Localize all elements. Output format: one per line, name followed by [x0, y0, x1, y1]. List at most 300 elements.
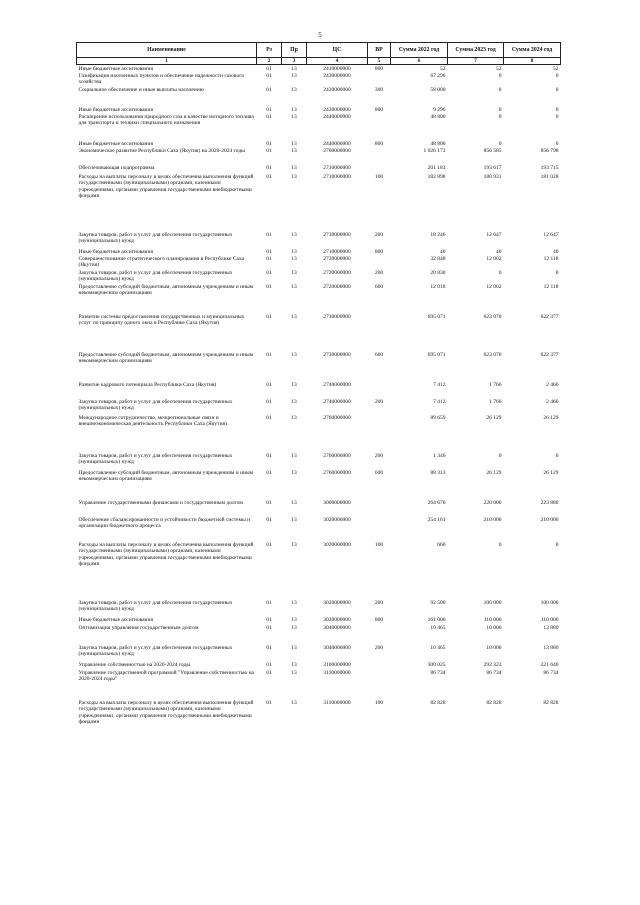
row-rz: 01	[266, 231, 272, 238]
row-vr	[368, 669, 391, 699]
row-sum-2023: 1 766	[489, 398, 502, 405]
row-cs: 2720000000	[323, 269, 351, 276]
row-cs: 3040000000	[323, 644, 351, 651]
row-cs: 2700000000	[323, 147, 351, 154]
row-name: Предоставление субсидий бюджетным, автономным учреждениям и иным некоммерческим организациям	[78, 351, 254, 365]
row-sum-2022: 300 025	[427, 661, 446, 668]
column-number: 5	[368, 58, 391, 65]
table-row	[77, 414, 561, 452]
row-sum-2022: 1 346	[433, 452, 446, 459]
row-name: Закупка товаров, работ и услуг для обеспечения государственных (муниципальных) нужд	[78, 644, 233, 658]
row-vr	[368, 624, 391, 644]
row-sum-2022: 86 734	[430, 669, 446, 676]
table-row	[77, 452, 561, 469]
row-vr: 200	[374, 398, 384, 405]
row-sum-2022: 660	[437, 541, 446, 548]
row-cs: 3110000000	[323, 669, 351, 676]
row-sum-2023: 86 734	[486, 669, 502, 676]
row-vr: 800	[374, 248, 384, 255]
row-vr	[368, 313, 391, 351]
row-rz: 01	[266, 283, 272, 290]
table-row	[77, 624, 561, 644]
row-sum-2024: 26 129	[543, 414, 559, 421]
row-sum-2023: 52	[496, 65, 502, 72]
row-name: Газификация населенных пунктов и обеспечение надежности газового хозяйства	[78, 72, 245, 86]
header-rz: Рз	[257, 43, 282, 58]
row-pr: 13	[291, 381, 297, 388]
row-vr: 600	[374, 469, 384, 476]
row-sum-2023: 220 000	[483, 499, 502, 506]
row-vr: 100	[374, 699, 384, 706]
row-pr: 13	[291, 164, 297, 171]
row-pr: 13	[291, 616, 297, 623]
header-sum-2023: Сумма 2023 год	[448, 43, 504, 58]
row-sum-2023: 0	[498, 86, 502, 93]
row-rz: 01	[266, 72, 272, 79]
row-name: Иные бюджетные ассигнования	[78, 616, 153, 623]
row-pr: 13	[291, 173, 297, 180]
budget-table	[76, 42, 561, 747]
table-row	[77, 231, 561, 248]
row-sum-2024: 0	[555, 452, 559, 459]
row-sum-2022: 10 465	[430, 644, 446, 651]
row-vr: 300	[374, 86, 384, 93]
table-row	[77, 516, 561, 541]
row-cs: 3020000000	[323, 616, 351, 623]
row-vr	[368, 164, 391, 173]
table-row	[77, 72, 561, 86]
row-name: Расходы на выплаты персоналу в целях обеспечения выполнения функций государственными (муниципальными) органами, казенными учреждениями, органами управления государственными внебюджетными фондами	[78, 699, 254, 726]
row-sum-2024: 0	[555, 86, 559, 93]
row-cs: 2410000000	[323, 65, 351, 72]
row-cs: 3020000000	[323, 599, 351, 606]
table-row	[77, 499, 561, 516]
row-name: Закупка товаров, работ и услуг для обеспечения государственных (муниципальных) нужд	[78, 599, 233, 613]
row-name: Оптимизация управления государственным долгом	[78, 624, 199, 631]
table-row	[77, 469, 561, 499]
table-row	[77, 248, 561, 255]
table-row	[77, 699, 561, 747]
row-pr: 13	[291, 624, 297, 631]
row-sum-2023: 856 585	[483, 147, 502, 154]
row-sum-2023: 623 070	[483, 313, 502, 320]
row-sum-2024: 40	[553, 248, 559, 255]
table-row	[77, 351, 561, 381]
row-cs: 2730000000	[323, 351, 351, 358]
row-rz: 01	[266, 381, 272, 388]
row-rz: 01	[266, 106, 272, 113]
row-vr	[368, 499, 391, 516]
row-sum-2022: 7 412	[433, 398, 446, 405]
row-sum-2023: 0	[498, 269, 502, 276]
row-rz: 01	[266, 248, 272, 255]
row-pr: 13	[291, 541, 297, 548]
row-sum-2022: 161 000	[427, 616, 446, 623]
row-sum-2024: 2 460	[546, 381, 559, 388]
column-number: 4	[307, 58, 368, 65]
row-name: Управление собственностью на 2020-2024 годы	[78, 661, 191, 668]
column-number: 6	[391, 58, 448, 65]
row-sum-2023: 193 617	[483, 164, 502, 171]
row-sum-2023: 180 931	[483, 173, 502, 180]
row-sum-2024: 86 734	[543, 669, 559, 676]
row-sum-2024: 622 377	[540, 313, 559, 320]
row-name: Развитие кадрового потенциала Республики Саха (Якутия)	[78, 381, 217, 388]
row-sum-2023: 210 000	[483, 516, 502, 523]
row-cs: 2440000000	[323, 140, 351, 147]
row-cs: 3020000000	[323, 541, 351, 548]
row-sum-2024: 0	[555, 72, 559, 79]
row-pr: 13	[291, 414, 297, 421]
row-vr	[368, 414, 391, 452]
row-vr: 100	[374, 173, 384, 180]
row-sum-2024: 0	[555, 140, 559, 147]
table-row	[77, 173, 561, 231]
row-cs: 3100000000	[323, 661, 351, 668]
row-sum-2022: 12 018	[430, 283, 446, 290]
row-sum-2022: 695 071	[427, 351, 446, 358]
row-rz: 01	[266, 452, 272, 459]
row-sum-2023: 0	[498, 452, 502, 459]
row-vr	[368, 381, 391, 398]
row-name: Иные бюджетные ассигнования	[78, 65, 153, 72]
row-sum-2024: 0	[555, 541, 559, 548]
row-name: Управление государственными финансами и государственным долгом	[78, 499, 243, 506]
row-sum-2024: 110 000	[540, 616, 559, 623]
row-sum-2024: 0	[555, 113, 559, 120]
row-pr: 13	[291, 248, 297, 255]
row-rz: 01	[266, 469, 272, 476]
row-name: Расходы на выплаты персоналу в целях обеспечения выполнения функций государственными (муниципальными) органами, казенными учреждениями, органами управления государственными внебюджетными фондами	[78, 173, 254, 200]
row-sum-2024: 181 028	[540, 173, 559, 180]
row-pr: 13	[291, 231, 297, 238]
row-name: Иные бюджетные ассигнования	[78, 106, 153, 113]
row-name: Расходы на выплаты персоналу в целях обеспечения выполнения функций государственными (муниципальными) органами, казенными учреждениями, органами управления государственными внебюджетными фондами	[78, 541, 254, 568]
row-sum-2022: 201 183	[427, 164, 446, 171]
table-row	[77, 661, 561, 669]
row-sum-2023: 12 002	[486, 255, 502, 262]
row-sum-2023: 0	[498, 72, 502, 79]
row-rz: 01	[266, 699, 272, 706]
row-sum-2022: 82 828	[430, 699, 446, 706]
row-pr: 13	[291, 65, 297, 72]
row-pr: 13	[291, 351, 297, 358]
row-sum-2023: 0	[498, 113, 502, 120]
table-row	[77, 313, 561, 351]
row-sum-2024: 221 640	[540, 661, 559, 668]
row-sum-2022: 40	[440, 248, 446, 255]
row-cs: 2740000000	[323, 398, 351, 405]
row-pr: 13	[291, 72, 297, 79]
row-pr: 13	[291, 516, 297, 523]
row-name: Закупка товаров, работ и услуг для обеспечения государственных (муниципальных) нужд	[78, 398, 233, 412]
row-cs: 2740000000	[323, 381, 351, 388]
row-sum-2023: 292 323	[483, 661, 502, 668]
table-row	[77, 398, 561, 414]
row-cs: 2710000000	[323, 173, 351, 180]
row-sum-2023: 12 002	[486, 283, 502, 290]
row-sum-2022: 9 296	[433, 106, 446, 113]
table-row	[77, 669, 561, 699]
row-rz: 01	[266, 113, 272, 120]
row-sum-2022: 695 071	[427, 313, 446, 320]
column-number: 2	[257, 58, 282, 65]
row-pr: 13	[291, 661, 297, 668]
table-row	[77, 541, 561, 599]
row-vr	[368, 255, 391, 269]
row-vr	[368, 516, 391, 541]
row-sum-2024: 193 715	[540, 164, 559, 171]
row-sum-2024: 12 118	[543, 283, 559, 290]
row-pr: 13	[291, 269, 297, 276]
table-row	[77, 164, 561, 173]
row-cs: 3110000000	[323, 699, 351, 706]
row-sum-2023: 0	[498, 140, 502, 147]
row-vr: 200	[374, 269, 384, 276]
row-vr: 200	[374, 231, 384, 238]
row-sum-2022: 18 246	[430, 231, 446, 238]
row-pr: 13	[291, 599, 297, 606]
row-vr	[368, 113, 391, 140]
row-name: Обеспечение сбалансированности и устойчивости бюджетной системы и организации бюджетного процесса	[78, 516, 251, 530]
row-cs: 2730000000	[323, 313, 351, 320]
row-name: Обеспечивающая подпрограмма	[78, 164, 155, 171]
row-pr: 13	[291, 255, 297, 262]
column-number: 8	[504, 58, 561, 65]
row-sum-2022: 254 161	[427, 516, 446, 523]
row-sum-2024: 13 880	[543, 644, 559, 651]
row-name: Совершенствование стратегического планирования в Республике Саха (Якутия)	[78, 255, 245, 269]
row-rz: 01	[266, 616, 272, 623]
row-vr: 200	[374, 452, 384, 459]
table-row	[77, 113, 561, 140]
row-cs: 2710000000	[323, 248, 351, 255]
row-name: Предоставление субсидий бюджетным, автономным учреждениям и иным некоммерческим организациям	[78, 283, 254, 297]
row-cs: 3020000000	[323, 516, 351, 523]
row-name: Развитие системы предоставления государственных и муниципальных услуг по принципу одного окна в Республике Саха (Якутия)	[78, 313, 245, 327]
row-sum-2022: 58 000	[430, 86, 446, 93]
row-pr: 13	[291, 106, 297, 113]
table-row	[77, 140, 561, 147]
row-sum-2022: 10 465	[430, 624, 446, 631]
row-rz: 01	[266, 269, 272, 276]
table-row	[77, 147, 561, 164]
row-vr: 800	[374, 106, 384, 113]
row-rz: 01	[266, 499, 272, 506]
row-sum-2023: 82 828	[486, 699, 502, 706]
row-sum-2024: 26 129	[543, 469, 559, 476]
row-rz: 01	[266, 140, 272, 147]
row-sum-2023: 26 129	[486, 469, 502, 476]
row-vr: 600	[374, 283, 384, 290]
row-sum-2024: 52	[553, 65, 559, 72]
row-cs: 2720000000	[323, 283, 351, 290]
table-row	[77, 644, 561, 661]
row-cs: 2430000000	[323, 86, 351, 93]
row-pr: 13	[291, 398, 297, 405]
row-pr: 13	[291, 452, 297, 459]
row-pr: 13	[291, 469, 297, 476]
row-name: Закупка товаров, работ и услуг для обеспечения государственных (муниципальных) нужд	[78, 231, 233, 245]
row-sum-2024: 0	[555, 106, 559, 113]
table-row	[77, 106, 561, 113]
row-sum-2022: 264 676	[427, 499, 446, 506]
table-row	[77, 599, 561, 616]
row-sum-2023: 0	[498, 541, 502, 548]
table-row	[77, 269, 561, 283]
row-name: Закупка товаров, работ и услуг для обеспечения государственных (муниципальных) нужд	[78, 452, 233, 466]
row-sum-2023: 0	[498, 106, 502, 113]
row-rz: 01	[266, 86, 272, 93]
row-sum-2024: 2 460	[546, 398, 559, 405]
row-name: Иные бюджетные ассигнования	[78, 140, 153, 147]
row-sum-2024: 223 880	[540, 499, 559, 506]
header-name: Наименование	[77, 43, 257, 58]
table-row	[77, 86, 561, 106]
row-cs: 3040000000	[323, 624, 351, 631]
row-pr: 13	[291, 699, 297, 706]
row-cs: 3000000000	[323, 499, 351, 506]
page-number: 5	[318, 31, 322, 39]
row-name: Предоставление субсидий бюджетным, автономным учреждениям и иным некоммерческим организациям	[78, 469, 254, 483]
row-pr: 13	[291, 283, 297, 290]
row-sum-2023: 623 070	[483, 351, 502, 358]
row-sum-2022: 20 830	[430, 269, 446, 276]
row-rz: 01	[266, 173, 272, 180]
header-sum-2022: Сумма 2022 год	[391, 43, 448, 58]
row-rz: 01	[266, 414, 272, 421]
row-sum-2023: 1 766	[489, 381, 502, 388]
table-row	[77, 283, 561, 313]
row-sum-2024: 100 000	[540, 599, 559, 606]
row-name: Закупка товаров, работ и услуг для обеспечения государственных (муниципальных) нужд	[78, 269, 233, 283]
row-vr: 800	[374, 65, 384, 72]
row-sum-2022: 67 296	[430, 72, 446, 79]
row-rz: 01	[266, 147, 272, 154]
column-number: 7	[448, 58, 504, 65]
row-name: Международное сотрудничество, межрегиональные связи и внешнеэкономическая деятельность Республики Саха (Якутия)	[78, 414, 227, 428]
table-row	[77, 381, 561, 398]
table-row	[77, 255, 561, 269]
row-cs: 2760000000	[323, 452, 351, 459]
column-number: 3	[282, 58, 307, 65]
row-name: Расширение использования природного газа в качестве моторного топлива для транспорта и техники специального назначения	[78, 113, 254, 127]
row-pr: 13	[291, 140, 297, 147]
row-sum-2024: 210 000	[540, 516, 559, 523]
row-sum-2024: 12 647	[543, 231, 559, 238]
row-sum-2024: 856 798	[540, 147, 559, 154]
row-sum-2024: 0	[555, 269, 559, 276]
row-pr: 13	[291, 113, 297, 120]
row-sum-2022: 7 412	[433, 381, 446, 388]
table-row	[77, 65, 561, 72]
row-vr: 200	[374, 599, 384, 606]
row-rz: 01	[266, 644, 272, 651]
row-sum-2023: 110 000	[483, 616, 502, 623]
row-rz: 01	[266, 313, 272, 320]
row-sum-2023: 26 129	[486, 414, 502, 421]
row-sum-2023: 10 000	[486, 624, 502, 631]
row-pr: 13	[291, 313, 297, 320]
row-sum-2024: 13 880	[543, 624, 559, 631]
row-pr: 13	[291, 644, 297, 651]
row-sum-2023: 100 000	[483, 599, 502, 606]
row-sum-2022: 32 848	[430, 255, 446, 262]
header-row	[77, 43, 561, 58]
row-sum-2022: 182 898	[427, 173, 446, 180]
row-name: Экономическое развитие Республики Саха (Якутия) на 2020-2024 годы	[78, 147, 245, 154]
row-rz: 01	[266, 351, 272, 358]
row-sum-2023: 10 000	[486, 644, 502, 651]
row-cs: 2710000000	[323, 231, 351, 238]
row-vr: 200	[374, 644, 384, 651]
row-vr: 800	[374, 616, 384, 623]
row-sum-2022: 48 800	[430, 113, 446, 120]
row-name: Социальное обеспечение и иные выплаты населению	[78, 86, 204, 93]
column-number: 1	[77, 58, 257, 65]
row-rz: 01	[266, 669, 272, 676]
row-vr: 100	[374, 541, 384, 548]
row-pr: 13	[291, 669, 297, 676]
row-name: Управление государственной программой "Управление собственностью на 2020-2024 годы"	[78, 669, 254, 683]
header-vr: ВР	[368, 43, 391, 58]
header-cs: ЦС	[307, 43, 368, 58]
row-cs: 2760000000	[323, 414, 351, 421]
budget-table-body	[77, 65, 561, 747]
row-rz: 01	[266, 516, 272, 523]
row-cs: 2710000000	[323, 164, 351, 171]
header-sum-2024: Сумма 2024 год	[504, 43, 561, 58]
row-rz: 01	[266, 599, 272, 606]
row-sum-2024: 12 118	[543, 255, 559, 262]
row-rz: 01	[266, 164, 272, 171]
row-cs: 2430000000	[323, 72, 351, 79]
row-sum-2022: 48 800	[430, 140, 446, 147]
row-rz: 01	[266, 661, 272, 668]
row-sum-2024: 622 377	[540, 351, 559, 358]
row-sum-2022: 52	[440, 65, 446, 72]
row-pr: 13	[291, 86, 297, 93]
row-sum-2022: 89 659	[430, 414, 446, 421]
row-name: Иные бюджетные ассигнования	[78, 248, 153, 255]
row-vr: 600	[374, 351, 384, 358]
row-rz: 01	[266, 541, 272, 548]
row-sum-2022: 1 026 173	[423, 147, 446, 154]
row-rz: 01	[266, 255, 272, 262]
row-rz: 01	[266, 65, 272, 72]
column-number-row	[77, 58, 561, 65]
row-pr: 13	[291, 499, 297, 506]
row-sum-2022: 92 500	[430, 599, 446, 606]
row-sum-2023: 12 647	[486, 231, 502, 238]
row-vr	[368, 72, 391, 86]
row-sum-2022: 88 313	[430, 469, 446, 476]
row-rz: 01	[266, 398, 272, 405]
row-cs: 2430000000	[323, 106, 351, 113]
row-pr: 13	[291, 147, 297, 154]
row-vr	[368, 147, 391, 164]
row-sum-2023: 40	[496, 248, 502, 255]
row-vr	[368, 661, 391, 669]
row-cs: 2720000000	[323, 255, 351, 262]
row-cs: 2440000000	[323, 113, 351, 120]
row-cs: 2760000000	[323, 469, 351, 476]
row-sum-2024: 82 828	[543, 699, 559, 706]
row-vr: 800	[374, 140, 384, 147]
header-pr: Пр	[282, 43, 307, 58]
table-row	[77, 616, 561, 624]
row-rz: 01	[266, 624, 272, 631]
